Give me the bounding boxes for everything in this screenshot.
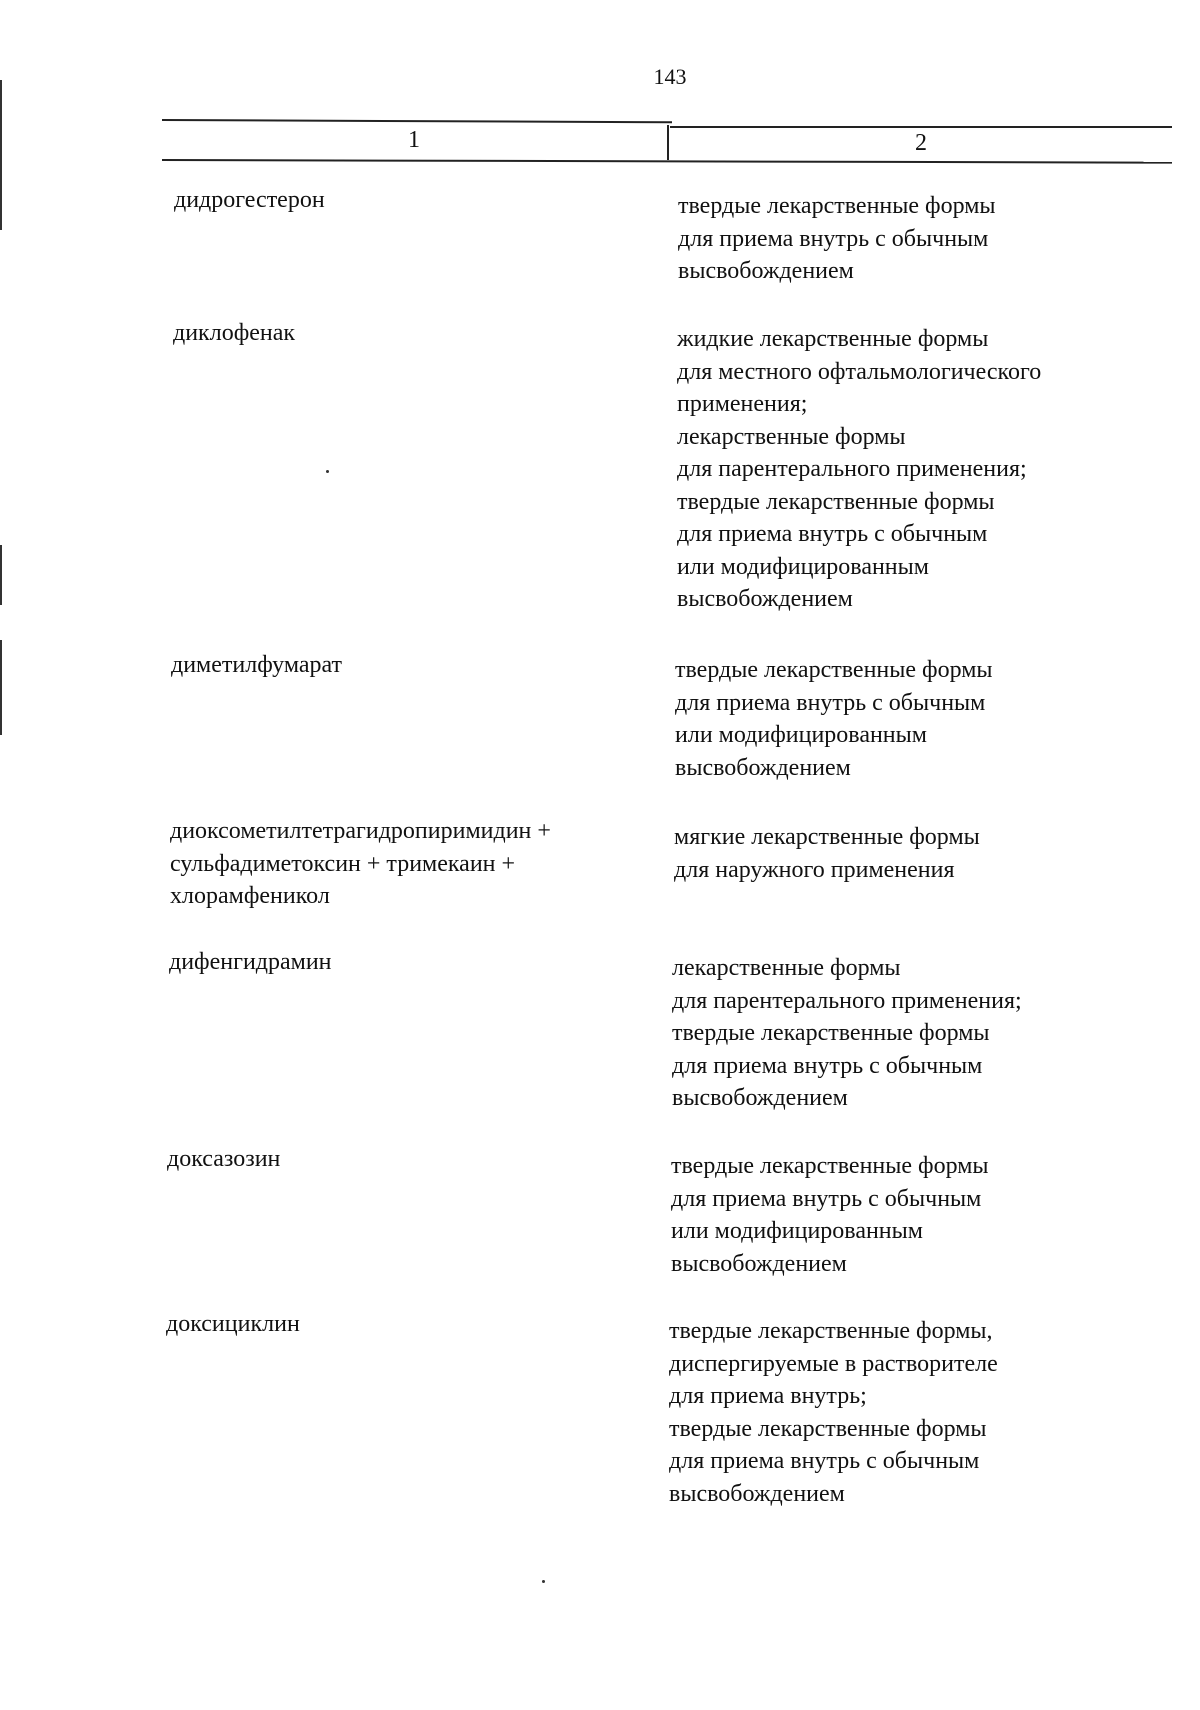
column-divider: [667, 125, 669, 160]
scan-speck: [326, 470, 329, 473]
drug-name: доксициклин: [166, 1311, 300, 1337]
drug-name: диметилфумарат: [171, 652, 343, 678]
dosage-form: твердые лекарственные формы для приема внутрь с обычным или модифицированным высвобождением: [675, 657, 993, 781]
drug-name: диоксометилтетрагидропиримидин + сульфадиметоксин + тримекаин + хлорамфеникол: [170, 818, 551, 909]
scan-edge-mark: [0, 640, 2, 735]
scan-edge-mark: [0, 545, 2, 605]
drug-name: дидрогестерон: [174, 187, 325, 213]
dosage-form: твердые лекарственные формы для приема внутрь с обычным высвобождением: [678, 193, 996, 284]
scan-edge-mark: [0, 80, 2, 230]
table-header-bottom-rule: [162, 159, 1172, 163]
drug-name: доксазозин: [167, 1146, 281, 1172]
dosage-form: мягкие лекарственные формы для наружного применения: [674, 824, 980, 883]
dosage-form: лекарственные формы для парентерального применения; твердые лекарственные формы для приема внутрь с обычным высвобождением: [672, 955, 1022, 1111]
dosage-form: твердые лекарственные формы для приема внутрь с обычным или модифицированным высвобождением: [671, 1153, 989, 1277]
drug-name: диклофенак: [173, 320, 296, 346]
column-header-1: 1: [408, 127, 420, 153]
page-number: 143: [653, 64, 687, 89]
drug-name: дифенгидрамин: [169, 949, 332, 975]
scan-speck: [542, 1580, 545, 1583]
column-header-2: 2: [915, 130, 927, 156]
dosage-form: твердые лекарственные формы, диспергируемые в растворителе для приема внутрь; твердые лекарственные формы для приема внутрь с обычным высвобождением: [669, 1318, 998, 1507]
table-top-rule: [162, 119, 672, 123]
table-top-rule-right: [670, 126, 1172, 128]
dosage-form: жидкие лекарственные формы для местного офтальмологического применения; лекарственные формы для парентерального применения; твердые лекарственные формы для приема внутрь с обычным или модифицированным высвобождением: [677, 326, 1042, 612]
